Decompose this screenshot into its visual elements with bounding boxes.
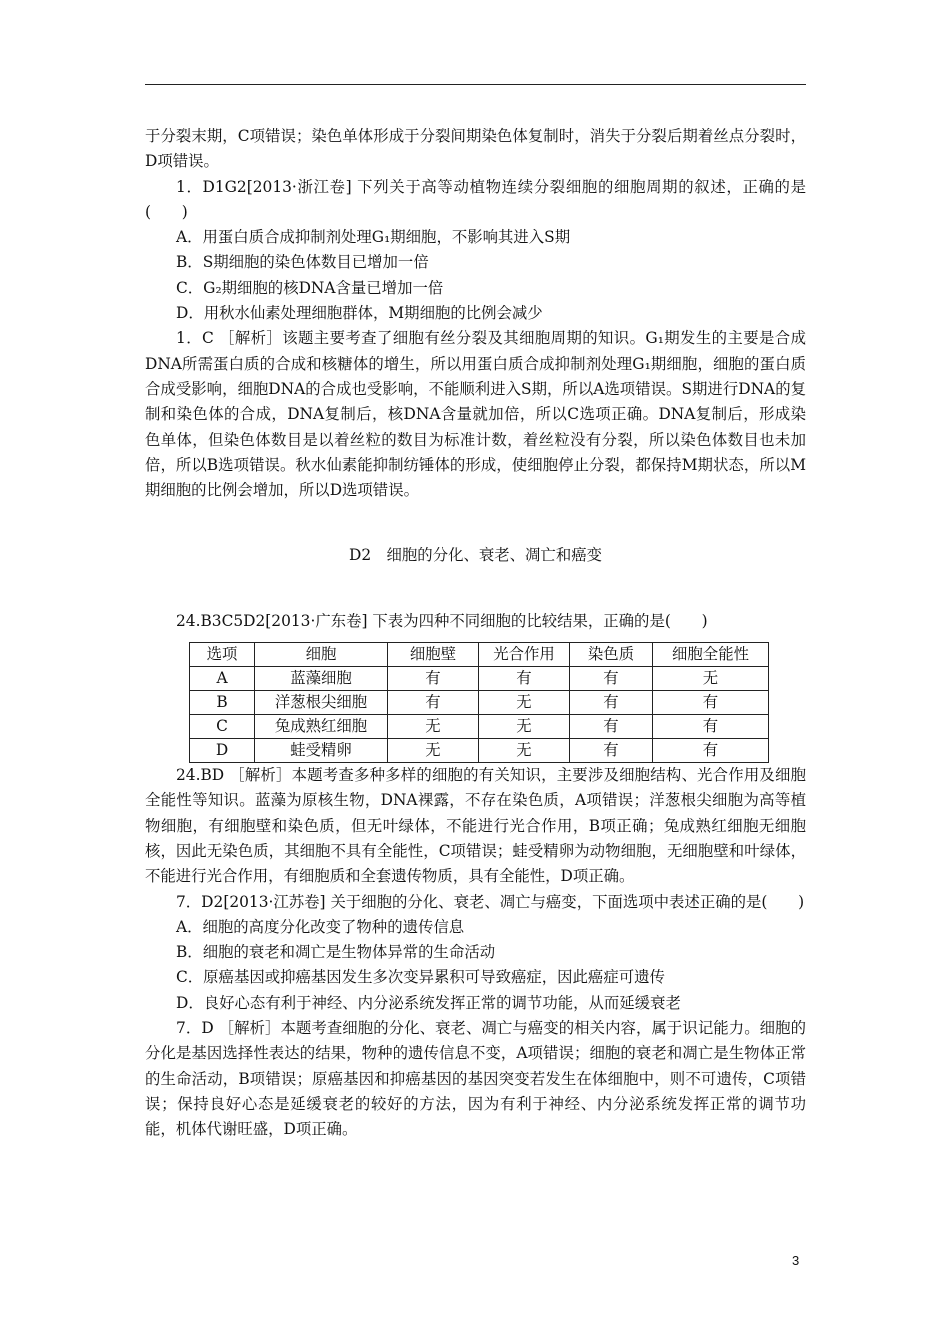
- table-header-cell: 染色质: [570, 643, 653, 667]
- q7-option-d: D．良好心态有利于神经、内分泌系统发挥正常的调节功能，从而延缓衰老: [176, 993, 681, 1012]
- table-cell: 无: [479, 691, 570, 715]
- table-header-cell: 细胞全能性: [653, 643, 769, 667]
- table-cell: C: [190, 715, 255, 739]
- table-cell: 无: [479, 739, 570, 763]
- section-heading: D2 细胞的分化、衰老、凋亡和癌变: [349, 546, 602, 565]
- table-cell: 有: [570, 691, 653, 715]
- table-cell: 有: [653, 739, 769, 763]
- table-header-cell: 细胞: [255, 643, 388, 667]
- page-number: 3: [792, 1253, 800, 1268]
- q1-analysis: 1．C ［解析］该题主要考查了细胞有丝分裂及其细胞周期的知识。G₁期发生的主要是合成DNA所需蛋白质的合成和核糖体的增生，所以用蛋白质合成抑制剂处理G₁期细胞，细胞的蛋白质合成受影响，细胞DNA的合成也受影响，不能顺利进入S期，所以A选项错误。S期进行DNA的复制和染色体的合成，DNA复制后，核DNA含量就加倍，所以C选项正确。DNA复制后，形成染色单体，但染色体数目是以着丝粒的数目为标准计数，着丝粒没有分裂，所以染色体数目也未加倍，所以B选项错误。秋水仙素能抑制纺锤体的形成，使细胞停止分裂，都保持M期状态，所以M期细胞的比例会增加，所以D选项错误。: [145, 329, 806, 500]
- table-cell: 蓝藻细胞: [255, 667, 388, 691]
- table-row: [190, 691, 769, 715]
- table-cell: 有: [653, 691, 769, 715]
- q7-stem: 7．D2[2013·江苏卷] 关于细胞的分化、衰老、凋亡与癌变，下面选项中表述正确的是( ): [176, 892, 805, 911]
- table-cell: 无: [653, 667, 769, 691]
- table-header-cell: 细胞壁: [388, 643, 479, 667]
- table-cell: 有: [388, 667, 479, 691]
- table-cell: B: [190, 691, 255, 715]
- q7-option-c: C．原癌基因或抑癌基因发生多次变异累积可导致癌症，因此癌症可遗传: [176, 968, 665, 987]
- table-cell: A: [190, 667, 255, 691]
- table-cell: 有: [388, 691, 479, 715]
- table-header-cell: 光合作用: [479, 643, 570, 667]
- table-cell: 有: [570, 739, 653, 763]
- q1-option-a: A．用蛋白质合成抑制剂处理G₁期细胞，不影响其进入S期: [176, 228, 571, 247]
- table-cell: 无: [388, 739, 479, 763]
- q7-option-a: A．细胞的高度分化改变了物种的遗传信息: [176, 917, 465, 936]
- q24-analysis: 24.BD ［解析］本题考查多种多样的细胞的有关知识，主要涉及细胞结构、光合作用及细胞全能性等知识。蓝藻为原核生物，DNA裸露，不存在染色质，A项错误；洋葱根尖细胞为高等植物细胞，有细胞壁和染色质，但无叶绿体，不能进行光合作用，B项正确；兔成熟红细胞无细胞核，因此无染色质，其细胞不具有全能性，C项错误；蛙受精卵为动物细胞，无细胞壁和叶绿体，不能进行光合作用，有细胞质和全套遗传物质，具有全能性，D项正确。: [145, 766, 806, 886]
- q1-stem: 1．D1G2[2013·浙江卷] 下列关于高等动植物连续分裂细胞的细胞周期的叙述，正确的是( ): [145, 177, 806, 221]
- q1-option-d: D．用秋水仙素处理细胞群体，M期细胞的比例会减少: [176, 304, 543, 323]
- comparison-table: [189, 642, 769, 763]
- q7-analysis: 7．D ［解析］本题考查细胞的分化、衰老、凋亡与癌变的相关内容，属于识记能力。细胞的分化是基因选择性表达的结果，物种的遗传信息不变，A项错误；细胞的衰老和凋亡是生物体正常的生命活动，B项错误；原癌基因和抑癌基因的基因突变若发生在体细胞中，则不可遗传，C项错误；保持良好心态是延缓衰老的较好的方法，因为有利于神经、内分泌系统发挥正常的调节功能，机体代谢旺盛，D项正确。: [145, 1019, 806, 1139]
- table-cell: D: [190, 739, 255, 763]
- table-cell: 兔成熟红细胞: [255, 715, 388, 739]
- table-cell: 无: [388, 715, 479, 739]
- table-cell: 有: [653, 715, 769, 739]
- header-rule: [145, 84, 806, 85]
- table-row: [190, 667, 769, 691]
- table-cell: 有: [570, 667, 653, 691]
- table-cell: 有: [570, 715, 653, 739]
- table-cell: 蛙受精卵: [255, 739, 388, 763]
- table-cell: 洋葱根尖细胞: [255, 691, 388, 715]
- q1-option-c: C．G₂期细胞的核DNA含量已增加一倍: [176, 278, 444, 297]
- table-row: [190, 715, 769, 739]
- page-body: [145, 124, 806, 1143]
- table-cell: 无: [479, 715, 570, 739]
- continued-text: 于分裂末期，C项错误；染色单体形成于分裂间期染色体复制时，消失于分裂后期着丝点分裂时，D项错误。: [145, 127, 806, 171]
- table-header-row: [190, 643, 769, 667]
- q7-option-b: B．细胞的衰老和凋亡是生物体异常的生命活动: [176, 943, 496, 962]
- table-row: [190, 739, 769, 763]
- table-cell: 有: [479, 667, 570, 691]
- table-header-cell: 选项: [190, 643, 255, 667]
- q24-stem: 24.B3C5D2[2013·广东卷] 下表为四种不同细胞的比较结果，正确的是( ): [176, 611, 708, 630]
- q1-option-b: B．S期细胞的染色体数目已增加一倍: [176, 253, 429, 272]
